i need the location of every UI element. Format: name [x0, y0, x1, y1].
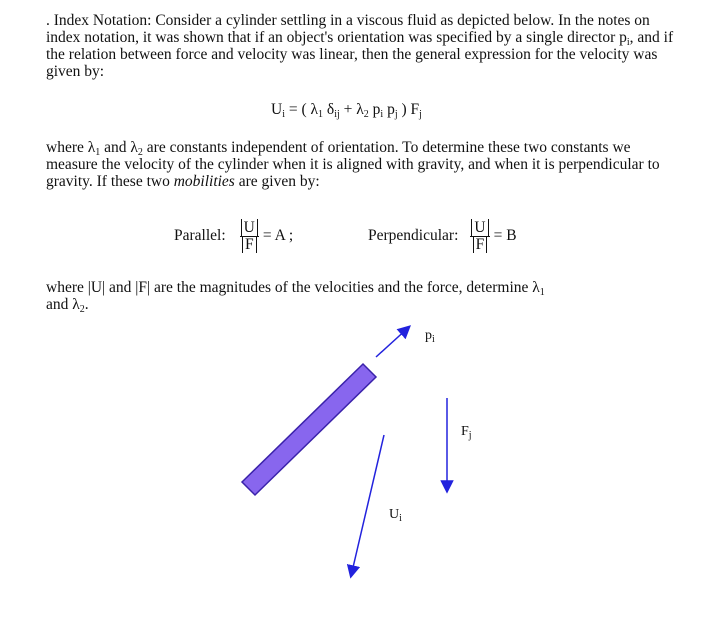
question-paragraph: where |U| and |F| are the magnitudes of the velocities and the force, determine $\lambda_1$ and $\lambda_2$. [46, 279, 545, 315]
perpendicular-mobility: Perpendicular: $\frac{U}{F}$ = B [368, 218, 517, 253]
constants-paragraph: where $\lambda_1$ and $\lambda_2$ are constants independent of orientation. To determine these two constants we measure the velocity of the cylinder when it is aligned with gravity, and when it is perpendicular to gravity. If these two mobilities are given by: [46, 139, 660, 190]
velocity-equation: $U_i$ = ( $\lambda_1$ $\delta_{ij} + \lambda_2$ $p_i$ $p_j$ ) $F_j$ [271, 101, 422, 120]
perpendicular-fraction: $\frac{U}{F}$ [470, 220, 489, 253]
parallel-label: Parallel: [174, 227, 226, 244]
velocity-arrow [351, 435, 384, 576]
force-label: $F_j$ [461, 424, 472, 441]
perpendicular-label: Perpendicular: [368, 227, 459, 244]
parallel-mobility: Parallel: $\frac{U}{F}$ = A ; [174, 218, 294, 253]
velocity-label: $U_i$ [389, 507, 402, 524]
parallel-fraction: $\frac{U}{F}$ [240, 220, 259, 253]
cylinder [242, 364, 376, 495]
intro-paragraph: . Index Notation: Consider a cylinder settling in a viscous fluid as depicted below. In the notes on index notation, it was shown that if an object's orientation was specified by a single director $p_i$, and if the relation between force and velocity was linear, then the general expression for the velocity was given by: [46, 12, 674, 80]
director-label: $p_i$ [425, 328, 435, 345]
director-arrow [376, 327, 409, 357]
